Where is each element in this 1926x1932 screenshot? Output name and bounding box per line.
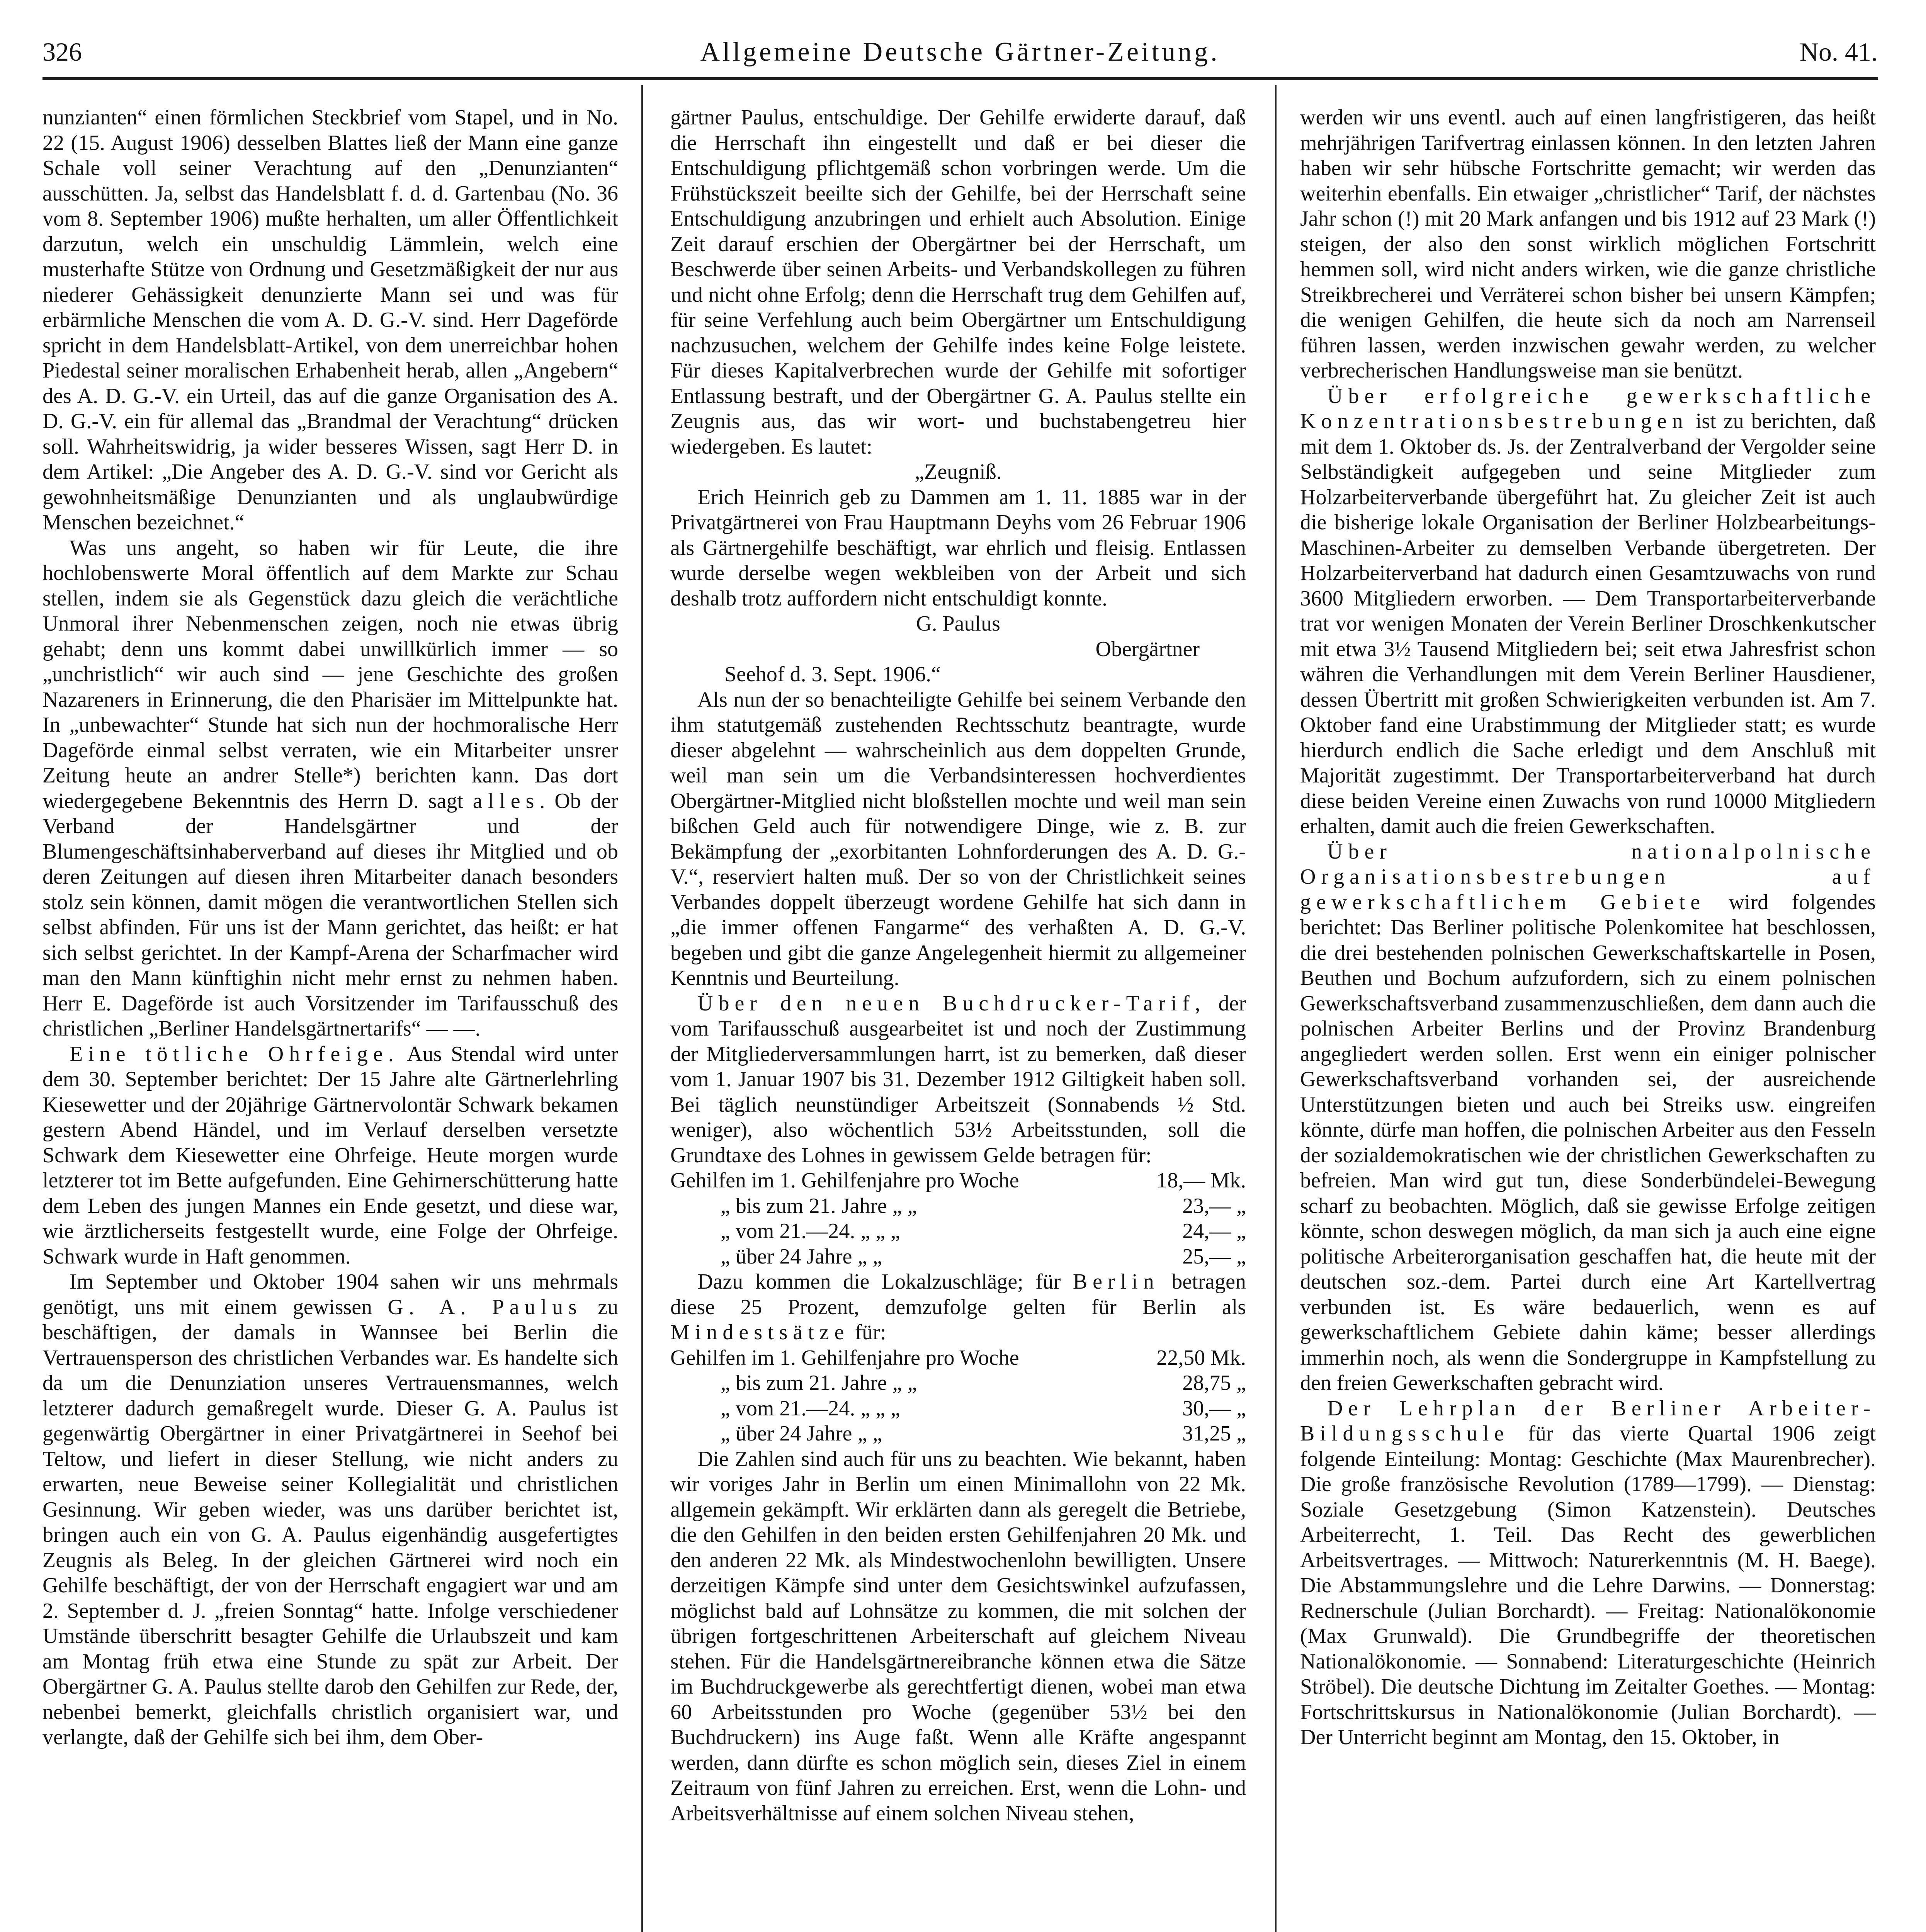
table-cell: „ bis zum 21. Jahre „ „ [721,1194,917,1218]
news-item [1300,384,1876,839]
table-cell: „ über 24 Jahre „ „ [721,1422,882,1446]
table-row [670,1168,1246,1194]
table-cell: 24,— „ [1182,1219,1246,1243]
table-cell: 18,— Mk. [1156,1168,1246,1192]
certificate-body: Erich Heinrich geb zu Dammen am 1. 11. 1885 war in der Privatgärtnerei von Frau Hauptmann Deyhs vom 26 Februar 1906 als Gärtnergehilfe beschäftigt, war ehrlich und fleisig. Entlassen wurde derselbe wegen wekbleiben von der Arbeit und sich deshalb trotz auffordern nicht entschuldigt konnte. [670,485,1246,611]
wage-table-berlin [670,1345,1246,1447]
table-cell: Gehilfen im 1. Gehilfenjahre pro Woche [670,1168,1019,1192]
table-cell: „ vom 21.—24. „ „ „ [721,1219,900,1243]
column-divider-2 [1275,85,1277,1932]
column-divider-1 [641,85,643,1932]
table-row [670,1219,1246,1244]
newspaper-title: Allgemeine Deutsche Gärtner-Zeitung. [700,37,1220,67]
spaced-emphasis: alles [473,789,540,813]
article-paragraph [42,536,618,1042]
spaced-emphasis: Mindestsätze [670,1320,850,1344]
table-cell: 23,— „ [1182,1194,1246,1218]
text-run: für das vierte Quartal 1906 zeigt folgende Einteilung: Montag: Geschichte (Max Maurenbrecher). Die große französische Revolution (1789—1799). — Dienstag: Soziale Gesetzgebung (Simon Katzenstein). Deutsches Arbeiterrecht, 1. Teil. Das Recht des gewerblichen Arbeitsvertrages. — Mittwoch: Naturerkenntnis (M. H. Baege). Die Abstammungslehre und die Lehre Darwins. — Donnerstag: Rednerschule (Julian Borchardt). — Freitag: Nationalökonomie (Max Grunwald). Die Grundbegriffe der theoretischen Nationalökonomie. — Sonnabend: Literaturgeschichte (Heinrich Ströbel). Die deutsche Dichtung im Zeitalter Goethes. — Montag: Fortschrittskursus in Nationalökonomie (Julian Borchardt). — Der Unterricht beginnt am Montag, den 15. Oktober, in [1300,1422,1876,1749]
news-item [1300,1396,1876,1750]
text-run: Was uns angeht, so haben wir für Leute, die ihre hochlobenswerte Moral öffentlich auf dem Markte zur Schau stellen, indem sie als Gegenstück dazu gleich die verächtliche Unmoral ihrer Nebenmenschen zeigen, noch nie etwas übrig gehabt; denn uns kommt dabei unwillkürlich immer — so „unchristlich“ wir auch sind — jene Geschichte des großen Nazareners in Erinnerung, die den Pharisäer im Mittelpunkte hat. In „unbewachter“ Stunde hat sich nun der hochmoralische Herr Dageförde einmal selbst verraten, wie ein Mitarbeiter unsrer Zeitung heute an andrer Stelle*) berichten kann. Das dort wiedergegebene Bekenntnis des Herrn D. sagt [42,536,618,813]
text-run: für: [849,1320,886,1344]
column-1 [42,105,618,1750]
table-row [670,1345,1246,1371]
table-cell: 31,25 „ [1182,1422,1246,1446]
certificate-title: „Zeugniß. [915,460,1002,484]
certificate-place-date: Seehof d. 3. Sept. 1906.“ [724,662,941,686]
article-paragraph [42,1269,618,1750]
text-run: zu beschäftigen, der damals in Wannsee bei Berlin die Vertrauensperson des christlichen Verbandes war. Es handelte sich da um die Denunziation unseres Vertrauensmannes, welch letzterer dadurch gemaßregelt wurde. Dieser G. A. Paulus ist gegenwärtig Obergärtner in einer Privatgärtnerei in Seehof bei Teltow, und liefert in dieser Stellung, wie nicht anders zu erwarten, neue Beweise seiner Kollegialität und christlichen Gesinnung. Wir geben wieder, was uns darüber berichtet ist, bringen auch ein von G. A. Paulus eigenhändig ausgefertigtes Zeugnis als Beleg. In der gleichen Gärtnerei wird noch ein Gehilfe beschäftigt, der von der Herrschaft engagiert war und am 2. September d. J. „freien Sonntag“ hatte. Infolge verschiedener Umstände überschritt besagter Gehilfe die Urlaubszeit und kam am Montag früh etwa eine Stunde zu spät zur Arbeit. Der Obergärtner G. A. Paulus stellte darob den Gehilfen zur Rede, der, nebenbei bemerkt, gleichfalls christlich organisiert war, und verlangte, daß der Gehilfe sich bei ihm, dem Ober- [42,1295,618,1749]
text-run: ist zu berichten, daß mit dem 1. Oktober ds. Js. der Zentralverband der Vergolder seine Selbständigkeit aufgegeben und seine Mitglieder zum Holzarbeiterverbande übergeführt hat. Zu gleicher Zeit ist auch die bisherige lokale Organisation der Berliner Holzbearbeitungs-Maschinen-Arbeiter zu demselben Verbande übergetreten. Der Holzarbeiterverband hat dadurch einen Gesamtzuwachs von rund 3600 Mitgliedern erworben. — Dem Transportarbeiterverbande trat vor wenigen Monaten der Verein Berliner Droschkenkutscher mit etwa 3½ Tausend Mitgliedern bei; seit etwa Jahresfrist schon währen die Verhandlungen mit dem Verein Berliner Hausdiener, dessen Übertritt mit großen Schwierigkeiten verbunden ist. Am 7. Oktober fand eine Urabstimmung der Mitglieder statt; es wurde hierdurch endlich die Sache erledigt und dem Anschluß mit Majorität zugestimmt. Der Transportarbeiterverband hat durch diese beiden Vereine einen Zuwachs von rund 10000 Mitgliedern erhalten, damit auch die freien Gewerkschaften. [1300,409,1876,838]
spaced-emphasis: G. A. Paulus [388,1295,582,1319]
item-heading: Der Lehrplan der Berliner Arbeiter-Bildungsschule [1300,1396,1876,1446]
wage-table-base [670,1168,1246,1269]
text-run: Im September und Oktober 1904 sahen wir uns mehrmals genötigt, uns mit einem gewissen [42,1270,618,1319]
item-heading: Über nationalpolnische Organisationsbestrebungen auf gewerkschaftlichem Gebiete [1300,839,1876,914]
table-cell: 30,— „ [1182,1396,1246,1420]
table-cell: „ bis zum 21. Jahre „ „ [721,1371,917,1395]
table-cell: 22,50 Mk. [1156,1345,1246,1370]
article-paragraph: Als nun der so benachteiligte Gehilfe bei seinem Verbande den ihm statutgemäß zustehenden Rechtsschutz beantragte, wurde dieser abgelehnt — wahrscheinlich aus dem doppelten Grunde, weil man sein um die Verbandsinteressen hochverdientes Obergärtner-Mitglied nicht bloßstellen mochte und weil man sein bißchen Geld auch für notwendigere Dinge, wie z. B. zur Bekämpfung der „exorbitanten Lohnforderungen des A. D. G.-V.“, reserviert halten muß. Der so von der Christlichkeit seines Verbandes doppelt überzeugt wordene Gehilfe hat sich dann in „die immer offenen Fangarme“ des verhaßten A. D. G.-V. begeben und gibt die ganze Angelegenheit hiermit zu allgemeiner Kenntnis und Beurteilung. [670,687,1246,990]
table-cell: 28,75 „ [1182,1371,1246,1395]
table-row [670,1244,1246,1270]
article-paragraph: nunzianten“ einen förmlichen Steckbrief vom Stapel, und in No. 22 (15. August 1906) desselben Blattes ließ der Mann eine ganze Schale voll seiner Verachtung auf den „Denunzianten“ ausschütten. Ja, selbst das Handelsblatt f. d. d. Gartenbau (No. 36 vom 8. September 1906) mußte herhalten, um aller Öffentlichkeit darzutun, welch ein unschuldig Lämmlein, welch eine musterhafte Stütze von Ordnung und Gesetzmäßigkeit der nur aus niederer Gehässigkeit denunzierte Mann sei und was für erbärmliche Menschen die vom A. D. G.-V. sind. Herr Dageförde spricht in dem Handelsblatt-Artikel, von dem unerreichbar hohen Piedestal seiner moralischen Erhabenheit herab, allen „Angebern“ des A. D. G.-V. ein Urteil, das auf die ganze Organisation des A. D. G.-V. ein für allemal das „Brandmal der Verachtung“ drücken soll. Wahrheitswidrig, ja wider besseres Wissen, sagt Herr D. in dem Artikel: „Die Angeber des A. D. G.-V. sind vor Gericht als gewohnheitsmäßige Denunzianten und als unglaubwürdige Menschen bezeichnet.“ [42,105,618,534]
table-cell: „ vom 21.—24. „ „ „ [721,1396,900,1420]
issue-number: No. 41. [1799,37,1878,66]
article-paragraph: werden wir uns eventl. auch auf einen langfristigeren, das heißt mehrjährigen Tarifvertrag einlassen können. In den letzten Jahren haben wir sehr hübsche Fortschritte gemacht; wir werden das weiterhin ebenfalls. Ein etwaiger „christlicher“ Tarif, der nächstes Jahr schon (!) mit 20 Mark anfangen und bis 1912 auf 23 Mark (!) steigen, der also den sonst wirklich möglichen Fortschritt hemmen soll, wird nicht anders wirken, wie die ganze christliche Streikbrecherei und Verräterei schon bisher bei unsern Kämpfen; die wenigen Gehilfen, die heute sich da noch am Narrenseil führen lassen, werden inzwischen gewahr werden, zu welcher verbrecherischen Handlungsweise man sie benützt. [1300,105,1876,383]
text-run: der vom Tarifausschuß ausgearbeitet ist und noch der Zustimmung der Mitgliederversammlungen harrt, ist zu bemerken, daß dieser vom 1. Januar 1907 bis 31. Dezember 1912 Giltigkeit haben soll. Bei täglich neunstündiger Arbeitszeit (Sonnabends ½ Std. weniger), also wöchentlich 53½ Arbeitsstunden, soll die Grundtaxe des Lohnes in gewissem Gelde betragen für: [670,991,1246,1167]
page-number: 326 [42,37,82,66]
news-item [670,991,1246,1168]
column-3 [1300,105,1876,1750]
table-cell: 25,— „ [1182,1244,1246,1269]
certificate-signature-name: G. Paulus [916,612,1000,636]
article-paragraph [670,1269,1246,1345]
text-run: wird folgendes berichtet: Das Berliner politische Polenkomitee hat beschlossen, die drei bestehenden polnischen Gewerkschaftskartelle in Posen, Beuthen und Bochum aufzufordern, sich zu einem polnischen Gewerkschaftsverband zusammenzuschließen, dem dann auch die polnischen Arbeiter Berlins und der Provinz Brandenburg angegliedert werden sollen. Erst wenn ein einiger polnischer Gewerkschaftsverband vorhanden sei, der ausreichende Unterstützungen bieten und auch bei Streiks usw. eingreifen könnte, dürfe man hoffen, die polnischen Arbeiter aus den Fesseln der sozialdemokratischen wie der christlichen Gewerkschaften zu befreien. Man wird gut tun, diese Sonderbündelei-Bewegung scharf zu beobachten. Möglich, daß sie gewisse Erfolge zeitigen könnte, schon deswegen möglich, da man sich ja auch eine eigne politische Arbeiterorganisation geschaffen hat, die heute mit der deutschen soz.-dem. Partei durch eine Art Kartellvertrag verbunden ist. Es wäre bedauerlich, wenn es auf gewerkschaftlichem Gebiete dahin käme; besser allerdings immerhin noch, als wenn die Sondergruppe in Kampfstellung zu den freien Gewerkschaften gebracht wird. [1300,890,1876,1395]
page-header [42,37,1878,79]
text-run: betragen diese 25 Prozent, demzufolge gelten für Berlin als [670,1270,1246,1319]
certificate-signature-title: Obergärtner [1095,637,1200,661]
table-row [670,1371,1246,1396]
table-cell: „ über 24 Jahre „ „ [721,1244,882,1269]
column-2 [670,105,1246,1826]
table-row [670,1194,1246,1219]
text-run: Aus Stendal wird unter dem 30. September berichtet: Der 15 Jahre alte Gärtnerlehrling Kiesewetter und der 20jährige Gärtnervolontär Schwark bekamen gestern Abend Händel, und im Verlauf derselben versetzte Schwark dem Kiesewetter eine Ohrfeige. Heute morgen wurde letzterer tot im Bette aufgefunden. Eine Gehirnerschütterung hatte dem Leben des jungen Mannes ein Ende gesetzt, und diese war, wie ärztlicherseits festgestellt wurde, eine Folge der Ohrfeige. Schwark wurde in Haft genommen. [42,1042,619,1269]
item-heading: Über den neuen Buchdrucker-Tarif, [697,991,1206,1015]
article-paragraph: Die Zahlen sind auch für uns zu beachten. Wie bekannt, haben wir voriges Jahr in Berlin um einen Minimallohn von 22 Mk. allgemein gekämpft. Wir erklärten dann als geregelt die Betriebe, die den Gehilfen in den beiden ersten Gehilfenjahren 20 Mk. und den anderen 22 Mk. als Mindestwochenlohn bewilligten. Unsere derzeitigen Kämpfe sind unter dem Gesichtswinkel aufzufassen, möglichst bald auf Lohnsätze zu kommen, die mit solchen der übrigen fortgeschrittenen Arbeiterschaft auf gleichem Niveau stehen. Für die Handelsgärtnereibranche können etwa die Sätze im Buchdruckgewerbe als gerechtfertigt dienen, wobei man etwa 60 Arbeitsstunden pro Woche (gegenüber 53½ bei den Buchdruckern) ins Auge faßt. Wenn alle Kräfte angespannt werden, dann dürfte es schon möglich sein, dieses Ziel in einem Zeitraum von fünf Jahren zu erreichen. Erst, wenn die Lohn- und Arbeitsverhältnisse auf einem solchen Niveau stehen, [670,1447,1246,1825]
spaced-emphasis: Berlin [1073,1270,1159,1294]
header-rule [42,77,1878,80]
news-item [42,1042,618,1270]
article-paragraph: gärtner Paulus, entschuldige. Der Gehilfe erwiderte darauf, daß die Herrschaft ihn eingestellt und daß er bei dieser die Entschuldigung pflichtgemäß schon vorbringen werde. Um die Frühstückszeit beeilte sich der Gehilfe, bei der Herrschaft seine Entschuldigung anzubringen und erhielt auch Absolution. Einige Zeit darauf erschien der Obergärtner bei der Herrschaft, um Beschwerde über seinen Arbeits- und Verbandskollegen zu führen und nicht ohne Erfolg; denn die Herrschaft trug dem Gehilfen auf, für seine Verfehlung auch beim Obergärtner um Entschuldigung nachzusuchen, welchem der Gehilfe indes keine Folge leistete. Für dieses Kapitalverbrechen wurde der Gehilfe mit sofortiger Entlassung bestraft, und der Obergärtner G. A. Paulus stellte ein Zeugnis aus, das wir wort- und buchstabengetreu hier wiedergeben. Es lautet: [670,105,1246,459]
text-run: Dazu kommen die Lokalzuschläge; für [697,1270,1061,1294]
text-run: . Ob der Verband der Handelsgärtner und der Blumengeschäftsinhaberverband auf dieses ihr Mitglied und ob deren Zeitungen auf diesen ihren Mitarbeiter danach besonders stolz sein können, damit mögen die verantwortlichen Stellen sich selbst abfinden. Für uns ist der Mann gerichtet, das heißt: er hat sich selbst gerichtet. In der Kampf-Arena der Scharfmacher wird man den Mann künftighin nicht mehr ernst zu nehmen haben. Herr E. Dageförde ist auch Vorsitzender im Tarifausschuß des christlichen „Berliner Handelsgärtnertarifs“ — —. [42,789,618,1041]
item-heading: Über erfolgreiche gewerkschaftliche Konzentrationsbestrebungen [1300,384,1876,433]
item-heading: Eine tötliche Ohrfeige. [70,1042,399,1066]
news-item [1300,839,1876,1396]
table-row [670,1396,1246,1422]
table-row [670,1421,1246,1447]
table-cell: Gehilfen im 1. Gehilfenjahre pro Woche [670,1345,1019,1370]
